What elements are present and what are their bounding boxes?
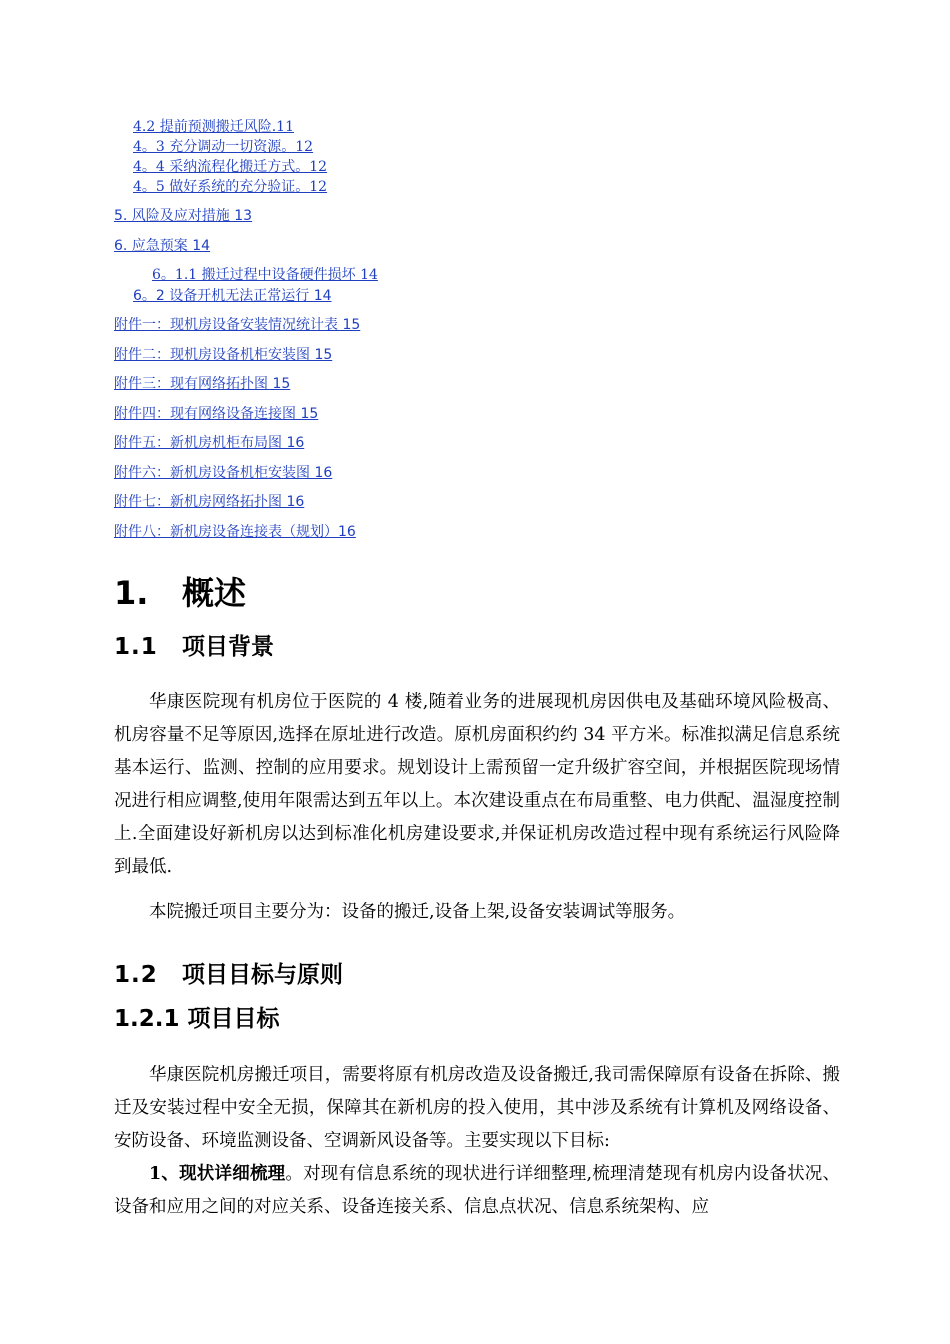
section-1-number: 1.: [114, 574, 149, 612]
section-1-1-number: 1.1: [114, 634, 158, 660]
section-1-2-number: 1.2: [114, 962, 158, 988]
toc-item-appendix-7[interactable]: 附件七：新机房网络拓扑图 16: [114, 494, 305, 510]
toc-item-appendix-4[interactable]: 附件四：现有网络设备连接图 15: [114, 406, 319, 422]
toc-item-appendix-2[interactable]: 附件二：现机房设备机柜安装图 15: [114, 347, 333, 363]
toc-item-5[interactable]: 5. 风险及应对措施 13: [114, 208, 253, 224]
goal-1-label: 1、现状详细梳理: [149, 1164, 286, 1184]
background-paragraph: 华康医院现有机房位于医院的 4 楼,随着业务的进展现机房因供电及基础环境风险极高、机房容量不足等原因,选择在原址进行改造。原机房面积约约 34 平方米。标准拟满足信息系统基本运行、监测、控制的应用要求。规划设计上需预留一定升级扩容空间，并根据医院现场情况进行相应调整,使用年限需达到五年以上。本次建设重点在布局重整、电力供配、温湿度控制上.全面建设好新机房以达到标准化机房建设要求,并保证机房改造过程中现有系统运行风险降到最低.: [114, 692, 840, 877]
scope-paragraph: 本院搬迁项目主要分为：设备的搬迁,设备上架,设备安装调试等服务。: [149, 902, 686, 922]
toc-item-appendix-3[interactable]: 附件三：现有网络拓扑图 15: [114, 376, 291, 392]
toc-item-6-1-1[interactable]: 6。1.1 搬迁过程中设备硬件损坏 14: [152, 267, 378, 283]
section-1-heading: [114, 568, 246, 614]
toc-item-appendix-6[interactable]: 附件六：新机房设备机柜安装图 16: [114, 465, 333, 481]
section-1-1-title: 项目背景: [182, 634, 274, 660]
toc-item-appendix-5[interactable]: 附件五：新机房机柜布局图 16: [114, 435, 305, 451]
goal-1-text: 。对现有信息系统的现状进行详细整理,梳理清楚现有机房内设备状况、设备和应用之间的对应关系、设备连接关系、信息点状况、信息系统架构、应: [114, 1164, 840, 1217]
toc-item-4-2[interactable]: 4.2 提前预测搬迁风险.11: [133, 119, 294, 135]
section-1-title: 概述: [182, 574, 247, 612]
toc-item-4-4[interactable]: 4。4 采纳流程化搬迁方式。12: [133, 159, 328, 175]
goal-1-paragraph: [114, 1158, 840, 1224]
toc-item-4-3[interactable]: 4。3 充分调动一切资源。12: [133, 139, 314, 155]
section-1-2-heading: [114, 956, 343, 989]
toc-item-6[interactable]: 6. 应急预案 14: [114, 238, 211, 254]
toc-item-appendix-8[interactable]: 附件八：新机房设备连接表（规划）16: [114, 524, 356, 540]
section-1-2-1-heading: 1.2.1 项目目标: [114, 1006, 280, 1032]
toc-item-4-5[interactable]: 4。5 做好系统的充分验证。12: [133, 179, 328, 195]
toc-item-6-2[interactable]: 6。2 设备开机无法正常运行 14: [133, 288, 332, 304]
section-1-1-heading: [114, 628, 274, 661]
section-1-2-title: 项目目标与原则: [182, 962, 343, 988]
toc-item-appendix-1[interactable]: 附件一：现机房设备安装情况统计表 15: [114, 317, 361, 333]
goals-intro-paragraph: 华康医院机房搬迁项目，需要将原有机房改造及设备搬迁,我司需保障原有设备在拆除、搬迁及安装过程中安全无损，保障其在新机房的投入使用，其中涉及系统有计算机及网络设备、安防设备、环境监测设备、空调新风设备等。主要实现以下目标:: [114, 1065, 840, 1151]
